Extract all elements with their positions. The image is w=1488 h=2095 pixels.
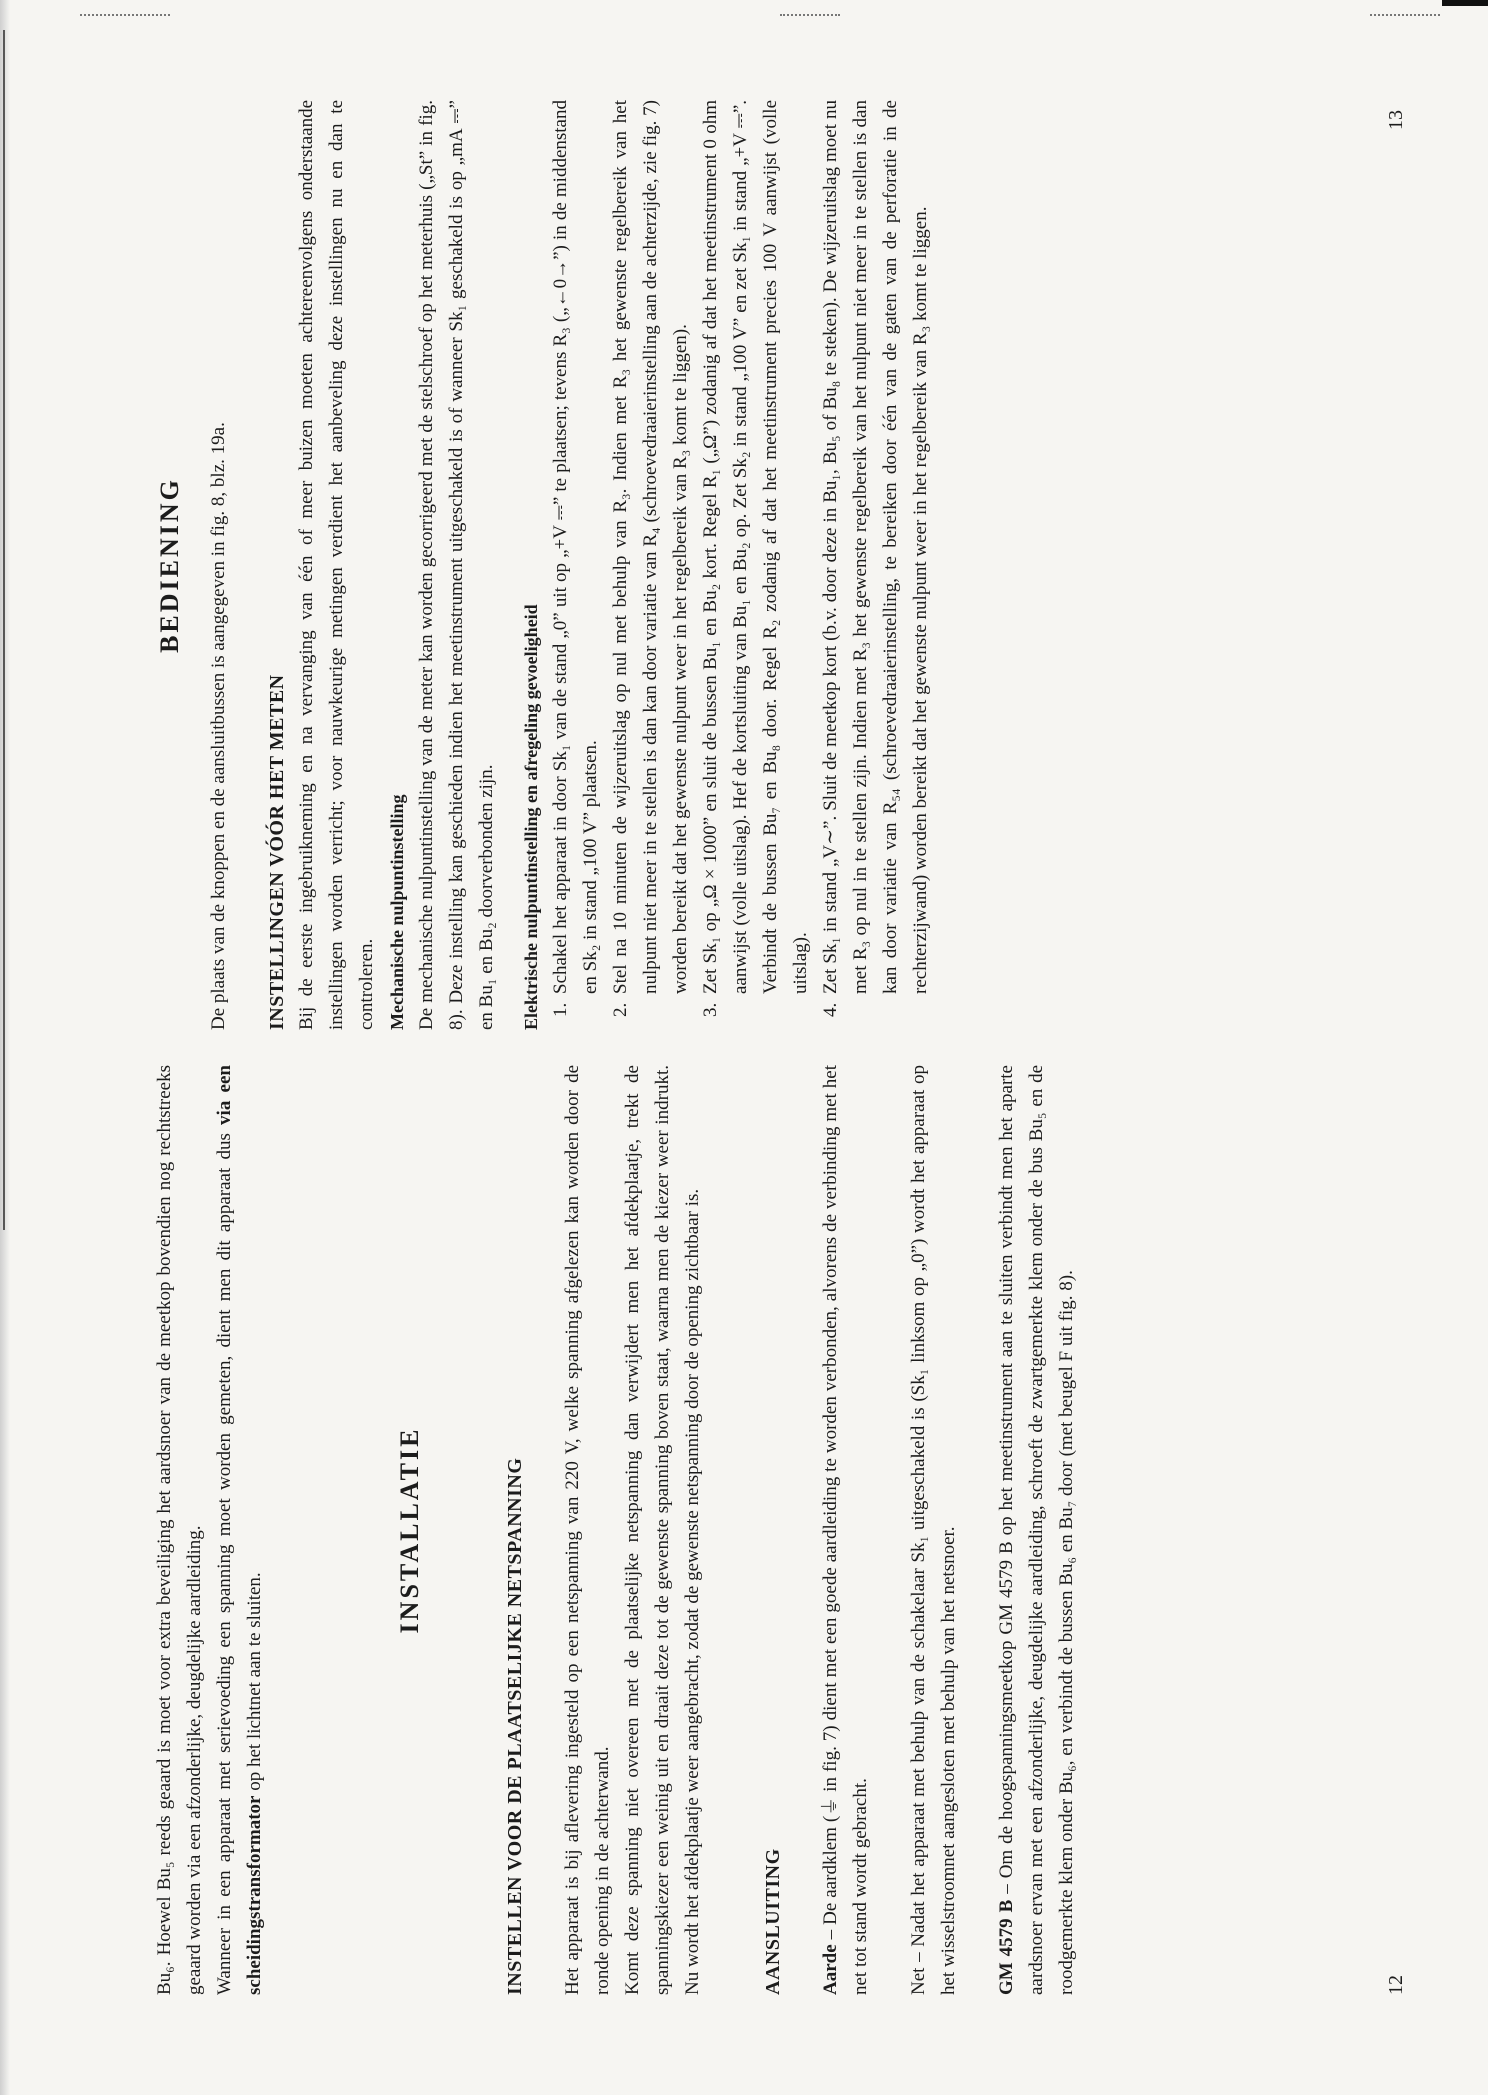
page-12 [150,1065,1082,1995]
page-number-left: 12 [1385,1975,1407,1995]
list-item: 1. Schakel het apparaat in door Sk₁ van de stand „0” uit op „+V ⎓” te plaatsen; tevens R₃ („←0→”) in de middenstand en Sk₂ in stand „100 V” plaatsen. [546,100,606,998]
steps-list [546,100,936,1030]
aarde-paragraph: Aarde – De aardklem (⏚ in fig. 7) dient met een goede aardleiding te worden verbonden, alvorens de verbinding met het net tot stand wordt gebracht. [820,1065,871,1995]
netspanning-paragraph-1: Het apparaat is bij aflevering ingesteld op een netspanning van 220 V, welke spanning afgelezen kan worden door de ronde opening in de achterwand. [562,1065,613,1995]
bediening-paragraph: De plaats van de knoppen en de aansluitbussen is aangegeven in fig. 8, blz. 19a. [208,422,229,1030]
heading-bediening: BEDIENING [155,477,184,653]
heading-installatie: INSTALLATIE [395,1426,424,1634]
heading-mechanisch: Mechanische nulpuntinstelling [387,794,407,1030]
page-13 [150,100,936,1030]
net-paragraph: Net – Nadat het apparaat met behulp van de schakelaar Sk₁ uitgeschakeld is (Sk₁ linksom op „0”) wordt het apparaat op het wisselstroomnet aangesloten met behulp van het netsnoer. [908,1065,959,1995]
netspanning-paragraph-2: Komt deze spanning niet overeen met de plaatselijke netspanning dan verwijdert men het afdekplaatje, trekt de spanningskiezer een weinig uit en draait deze tot de gewenste spanning boven staat, waarna men de kiezer weer indrukt. Nu wordt het afdekplaatje weer aangebracht, zodat de gewenste netspanning door de opening zichtbaar is. [622,1065,703,1995]
intro-paragraph: Bu₆. Hoewel Bu₅ reeds geaard is moet voor extra beveiliging het aardsnoer van de meetkop bovendien nog rechtstreeks geaard worden via een afzonderlijke, deugdelijke aardleiding. [154,1065,205,1995]
page-number-right: 13 [1385,110,1407,130]
gm-paragraph: GM 4579 B – Om de hoogspanningsmeetkop GM 4579 B op het meetinstrument aan te sluiten verbindt men het aparte aardsnoer ervan met een afzonderlijke, deugdelijke aardleiding, schroeft de zwartgemerkte klem onder de bus Bu₅ en de roodgemerkte klem onder Bu₆, en verbindt de bussen Bu₆ en Bu₇ door (met beugel F uit fig. 8). [996,1065,1077,1995]
heading-aansluiting: AANSLUITING [762,1848,784,1995]
warning-paragraph: Wanneer in een apparaat met serievoeding een spanning moet worden gemeten, dient men dit apparaat dus via een scheidingstransformator op het lichtnet aan te sluiten. [214,1065,265,1995]
mechanisch-paragraph: De mechanische nulpuntinstelling van de meter kan worden gecorrigeerd met de stelschroef op het meterhuis („St” in fig. 8). Deze instelling kan geschieden indien het meetinstrument uitgeschakeld is of wanneer Sk₁ geschakeld is op „mA ⎓” en Bu₁ en Bu₂ doorverbonden zijn. [416,100,497,1030]
heading-instellingen: INSTELLINGEN VÓÓR HET METEN [266,674,288,1030]
list-item: 3. Zet Sk₁ op „Ω × 1000” en sluit de bussen Bu₁ en Bu₂ kort. Regel R₁ („Ω”) zodanig af dat het meetinstrument 0 ohm aanwijst (volle uitslag). Hef de kortsluiting van Bu₁ en Bu₂ op. Zet Sk₂ in stand „100 V” en zet Sk₁ in stand „+V ⎓”. Verbindt de bussen Bu₇ en Bu₈ door. Regel R₂ zodanig af dat het meetinstrument precies 100 V aanwijst (volle uitslag). [696,100,816,998]
heading-netspanning: INSTELLEN VOOR DE PLAATSELIJKE NETSPANNING [504,1457,526,1995]
list-item: 2. Stel na 10 minuten de wijzeruitslag op nul met behulp van R₃. Indien met R₃ het gewenste regelbereik van het nulpunt niet meer in te stellen is dan kan door variatie van R₄ (schroevedraaierinstelling aan de achterzijde, zie fig. 7) worden bereikt dat het gewenste nulpunt weer in het regelbereik van R₃ komt te liggen). [606,100,696,998]
instellingen-paragraph: Bij de eerste ingebruikneming en na vervanging van één of meer buizen moeten achtereenvolgens onderstaande instellingen worden verricht; voor nauwkeurige metingen verdient het aanbeveling deze instellingen nu en dan te controleren. [296,100,377,1030]
list-item: 4. Zet Sk₁ in stand „V∼”. Sluit de meetkop kort (b.v. door deze in Bu₁, Bu₅ of Bu₈ te steken). De wijzeruitslag moet nu met R₃ op nul in te stellen zijn. Indien met R₃ het gewenste regelbereik van het nulpunt niet meer in te stellen is dan kan door variatie van R₅₄ (schroevedraaierinstelling, te bereiken door één van de gaten van de perforatie in de rechterzijwand) worden bereikt dat het gewenste nulpunt weer in het regelbereik van R₃ komt te liggen. [816,100,936,998]
heading-elektrisch: Elektrische nulpuntinstelling en afregeling gevoeligheid [521,604,541,1030]
